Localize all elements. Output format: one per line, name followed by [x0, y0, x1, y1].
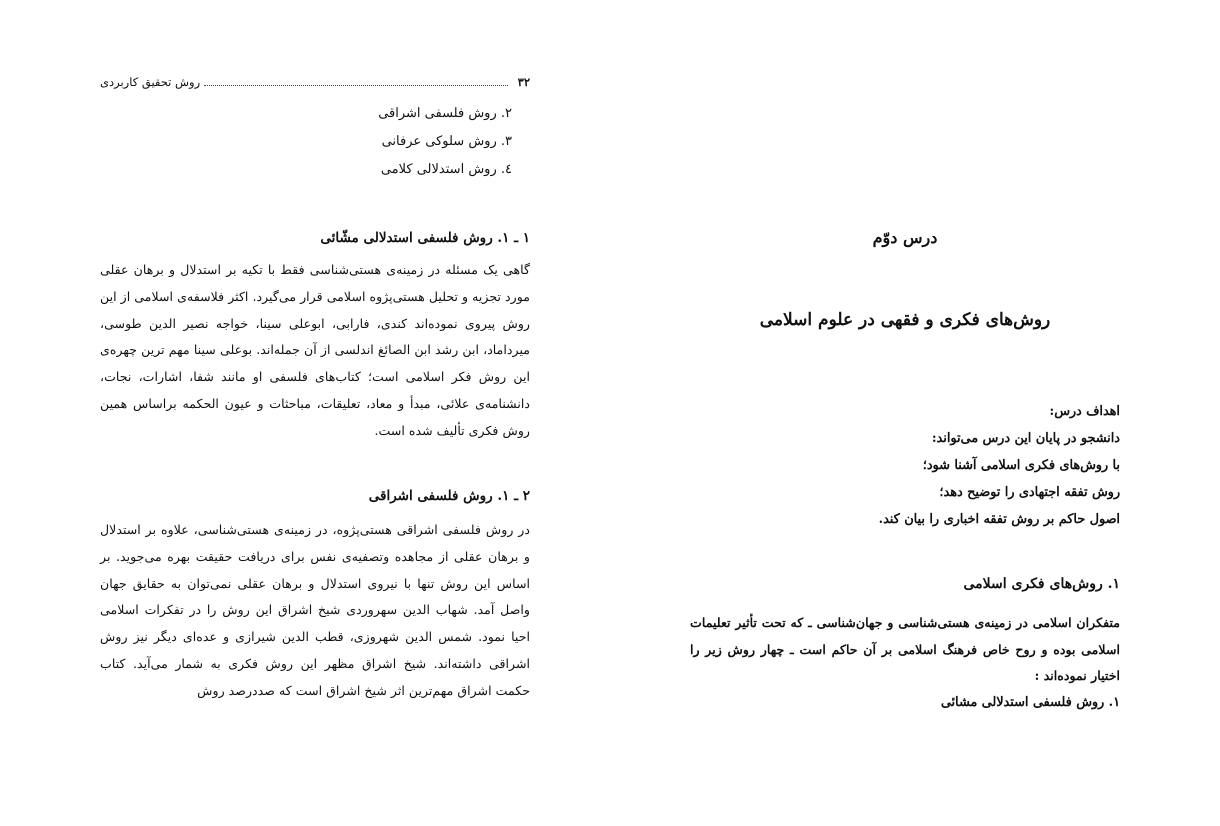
left-page [100, 0, 530, 826]
list-item: ۱. روش فلسفی استدلالی مشائی [940, 695, 1120, 710]
page-number: ۳۲ [517, 75, 530, 89]
objectives-label: اهداف درس: [1049, 404, 1120, 419]
lesson-title: روش‌های فکری و فقهی در علوم اسلامی [759, 310, 1051, 330]
list-item: ۳. روش سلوکی عرفانی [381, 134, 512, 149]
right-page [690, 0, 1120, 826]
list-item: ٤. روش استدلالی کلامی [380, 162, 512, 177]
objective-item: اصول حاکم بر روش تفقه اخباری را بیان کند. [878, 512, 1120, 527]
lesson-objectives [690, 398, 1120, 533]
paragraph-illuminationist: در روش فلسفی اشراقی هستی‌پژوه، در زمینه‌ی هستی‌شناسی، علاوه بر استدلال و برهان عقلی از مجاهده وتصفیه‌ی نفس برای دریافت حقیقت بهره می‌جوید. بر اساس این روش تنها با نیروی استدلال و برهان عقلی نمی‌توان به حقایق جهان واصل آمد. شهاب الدین سهروردی شیخ اشراق این روش را در تفکرات اسلامی احیا نمود. شمس الدین شهروزی، قطب الدین شیرازی و عده‌ای دیگر نیز روش اشراقی داشته‌اند. شیخ اشراق مظهر این روش فکری به شمار می‌آید. کتاب حکمت اشراق مهم‌ترین اثر شیخ اشراق است که صددرصد روش [100, 522, 530, 698]
method-list [100, 100, 530, 184]
paragraph-peripatetic: گاهی یک مسئله در زمینه‌ی هستی‌شناسی فقط با تکیه بر استدلال و برهان عقلی مورد تجزیه و تحلیل هستی‌پژوه اسلامی قرار می‌گیرد. اکثر فلاسفه‌ی اسلامی از این روش پیروی نموده‌اند کندی، فارابی، ابوعلی سینا، خواجه نصیر الدین طوسی، میرداماد، ابن رشد ابن الصائغ اندلسی از آن جمله‌اند. بوعلی سینا مهم ترین چهره‌ی این روش فکر اسلامی است؛ کتاب‌های فلسفی او مانند شفا، اشارات، نجات، دانشنامه‌ی علائی، مبدأ و معاد، تعلیقات، مباحثات و عیون الحکمه براساس همین روش فکری تألیف شده است. [100, 262, 530, 438]
objective-item: با روش‌های فکری اسلامی آشنا شود؛ [922, 458, 1120, 473]
objective-item: روش تفقه اجتهادی را توضیح دهد؛ [939, 485, 1120, 500]
lesson-number: درس دوّم [872, 228, 938, 247]
section-heading-illuminationist: ۲ ـ ۱. روش فلسفی اشراقی [368, 488, 530, 504]
list-item: ۲. روش فلسفی اشراقی [378, 106, 512, 121]
running-header [100, 72, 530, 92]
section-heading-peripatetic: ۱ ـ ۱. روش فلسفی استدلالی مشّائی [320, 230, 530, 246]
paragraph-islamic-methods: متفکران اسلامی در زمینه‌ی هستی‌شناسی و جهان‌شناسی ـ که تحت تأثیر تعلیمات اسلامی بوده و روح خاص فرهنگ اسلامی بر آن حاکم است ـ چهار روش زیر را اختیار نموده‌اند : [690, 615, 1120, 683]
methods-list [690, 690, 1120, 716]
objectives-intro: دانشجو در پایان این درس می‌تواند: [931, 431, 1120, 446]
running-header-title: روش تحقیق کاربردی [100, 75, 201, 89]
section-heading-islamic-methods: ۱. روش‌های فکری اسلامی [963, 576, 1120, 592]
header-dot-leader [204, 85, 507, 86]
